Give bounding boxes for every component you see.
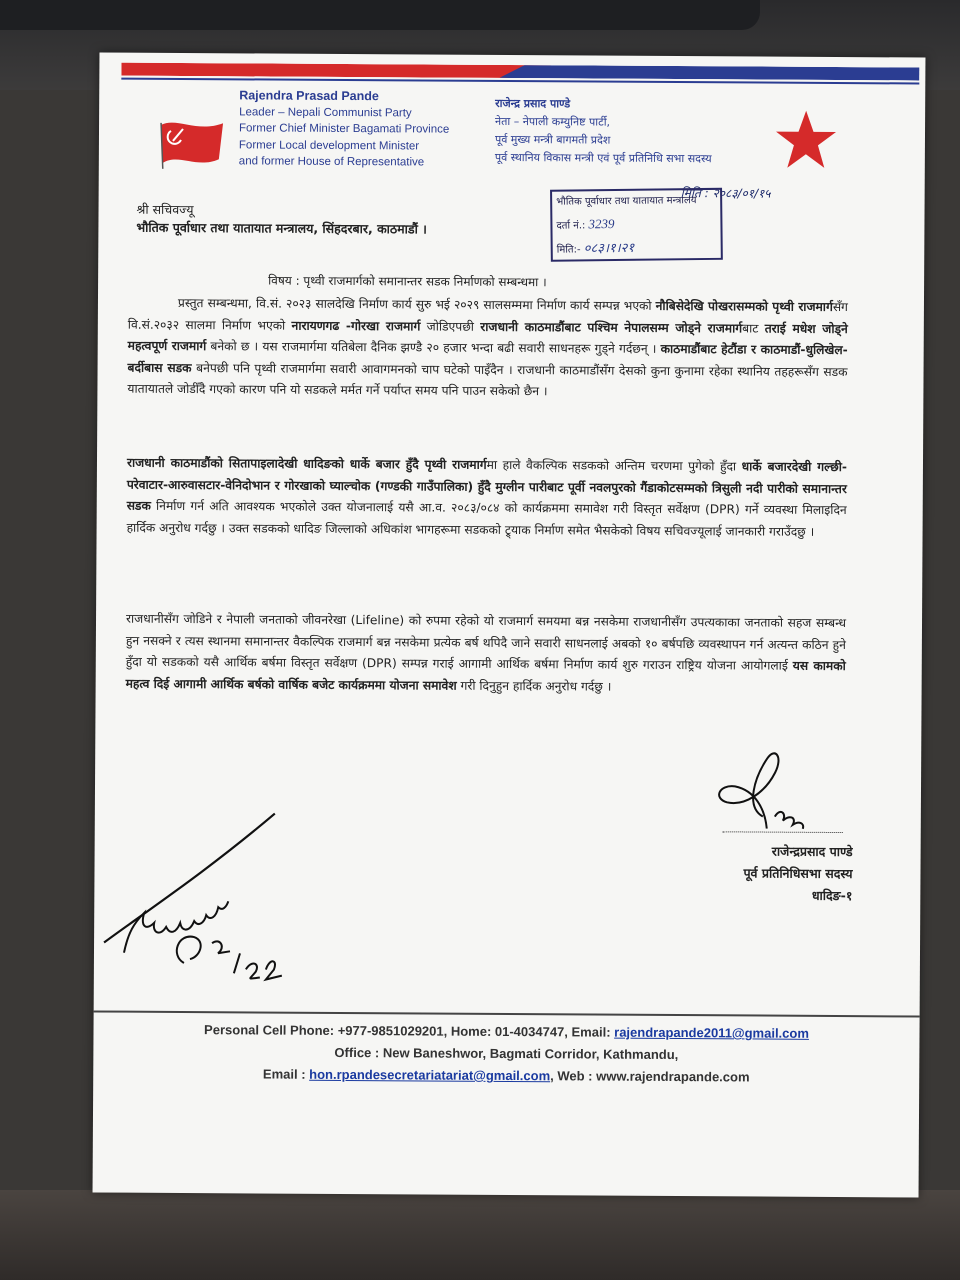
signature-block [684, 840, 852, 907]
text-run: प्रस्तुत सम्बन्धमा, वि.सं. २०२३ सालदेखि निर्माण कार्य सुरु भई २०२९ सालसम्ममा निर्माण कार्य सम्पन्न भएको [177, 295, 656, 313]
stamp-miti-value: ०८३।१।२१ [583, 239, 635, 256]
stamp-darta-label: दर्ता नं.: [556, 220, 586, 232]
addressee-line: श्री सचिवज्यू [136, 201, 194, 218]
letterhead-line-en: Former Local development Minister [238, 138, 420, 152]
letterhead-english [239, 87, 499, 171]
text-run-bold: तराई मधेश जोड्ने महत्वपूर्ण राजमार्ग [127, 321, 848, 354]
text-run-bold: यस कामको महत्व दिई आगामी आर्थिक बर्षको वार्षिक बजेट कार्यक्रममा योजना समावेश [125, 658, 846, 693]
text-run: जोडिएपछी [420, 318, 481, 334]
letter-footer [93, 1018, 919, 1089]
footer-divider [94, 1010, 920, 1017]
footer-office: Office : New Baneshwor, Bagmati Corridor, Kathmandu, [334, 1044, 679, 1063]
footer-contact: Personal Cell Phone: +977-9851029201, Home: 01-4034747, Email: [204, 1022, 615, 1040]
header-band-red [121, 63, 551, 79]
text-run-bold: काठमाडौंबाट हेटौंडा र काठमाडौं-धुलिखेल-बर्दीबास सडक [127, 341, 848, 375]
paragraph-2 [127, 453, 848, 543]
letterhead-line-en: Former Chief Minister Bagamati Province [238, 122, 450, 136]
text-run-bold: नारायणगढ -गोरखा राजमार्ग [291, 318, 421, 333]
stamp-office: भौतिक पूर्वाधार तथा यातायात मन्त्रालय [556, 195, 697, 208]
keyboard-edge [0, 0, 760, 30]
party-flag-icon [157, 119, 227, 169]
text-run: निर्माण गर्न अति आवश्यक भएकोले उक्त योजनालाई यसै आ.व. २०८३/०८४ को कार्यक्रममा समावेश गरी विस्तृत सर्वेक्षण (DPR) गर्ने व्यवस्था मिलाइदिन हार्दिक अनुरोध गर्दछु । उक्त सडकको धादिङ जिल्लाको अधिकांश भागहरूमा सडकको ट्र्याक निर्माण समेत भैसकेको विषय सचिवज्यूलाई जानकारी गराउँदछु । [126, 498, 847, 539]
letter-page [93, 52, 926, 1197]
footer-email-label: Email : [262, 1066, 310, 1082]
letterhead-line-np: पूर्व मुख्य मन्त्री बागमती प्रदेश [494, 132, 611, 147]
footer-web: , Web : www.rajendrapande.com [550, 1068, 750, 1085]
subject-line: विषय : पृथ्वी राजमार्गको समानान्तर सडक निर्माणको सम्बन्धमा । [268, 273, 547, 290]
signatory-title: पूर्व प्रतिनिधिसभा सदस्य [743, 865, 853, 882]
addressee [136, 201, 427, 239]
text-run-bold: राजधानी काठमाडौंको सितापाइलादेखी धादिङको धार्के बजार हुँदै पृथ्वी राजमार्ग [126, 455, 487, 472]
text-run: सँग वि.सं.२०३२ सालमा निर्माण भएको [127, 299, 848, 333]
registration-stamp [550, 188, 723, 262]
handwritten-note [84, 792, 315, 983]
letterhead-line-np: नेता – नेपाली कम्युनिष्ट पार्टी, [495, 114, 611, 129]
footer-secretariat-email-link[interactable]: hon.rpandesecretariatariat@gmail.com [309, 1066, 551, 1084]
letterhead-line-en: and former House of Representative [238, 155, 425, 169]
signatory-name: राजेन्द्रप्रसाद पाण्डे [771, 843, 853, 860]
paragraph-3 [126, 609, 847, 699]
signature-mark [705, 746, 836, 837]
letterhead-line-np: पूर्व स्थानिय विकास मन्त्री एवं पूर्व प्रतिनिधि सभा सदस्य [494, 150, 712, 166]
letterhead-line-en: Leader – Nepali Communist Party [239, 105, 412, 119]
text-run: बनेको छ । यस राजमार्गमा यतिबेला दैनिक झण्डै २० हजार भन्दा बढी सवारी साधनहरू गुड्ने गर्दछन् । [206, 339, 661, 356]
signatory-district: धादिङ-१ [811, 887, 853, 904]
footer-email-link[interactable]: rajendrapande2011@gmail.com [614, 1024, 809, 1041]
text-run-bold: नौबिसेदेखि पोखरासम्मको पृथ्वी राजमार्ग [655, 298, 833, 314]
text-run: बनेपछी पनि पृथ्वी राजमार्गमा सवारी आवागमनको चाप घटेको पाइँदैन । राजधानी काठमाडौंसँग देसको कुना कुनामा रहेका स्थानिय तहहरूसँग सडक यातायातले जोडीँदै गएको कारण पनि यो सडकले मर्मत गर्ने पर्याप्त समय पनि पाउन सकेको छैन । [127, 360, 848, 399]
stamp-darta-value: 3239 [588, 216, 615, 232]
text-run: राजधानीसँग जोडिने र नेपाली जनताको जीवनरेखा (Lifeline) को रुपमा रहेको यो राजमार्ग समयमा बन्न नसकेमा राजधानीसँग उपत्यकाका जनताको सहज सम्बन्ध हुन नसक्ने र त्यस स्थानमा समानान्तर वैकल्पिक राजमार्ग बन्न नसकेमा प्रत्येक बर्ष थपिदै जाने सवारी साधनलाई अबको १० बर्षपछि व्यवस्थापन गर्न अत्यन्त कठिन हुने हुँदा यो सडकको यसै आर्थिक बर्षमा विस्तृत सर्वेक्षण (DPR) सम्पन्न गराई आगामी आर्थिक बर्षमा निर्माण कार्य शुरु गराउन राष्ट्रिय योजना आयोगलाई [125, 611, 847, 673]
desk-background-bottom [0, 1190, 960, 1280]
header-band-blue [499, 65, 919, 81]
text-run-bold: धार्के बजारदेखी गल्छी-परेवाटार-आरुवासटार-वेनिदोभान र गोरखाको घ्याल्चोक (गण्डकी गाउँपालिका) हुँदै मुग्लीन पारीबाट पूर्वी नवलपुरको गैंडाकोटसम्मको त्रिसुली नदी पारीको समानान्तर सडक [126, 459, 848, 513]
text-run: गरी दिनुहुन हार्दिक अनुरोध गर्दछु । [456, 678, 612, 694]
addressee-office: भौतिक पूर्वाधार तथा यातायात मन्त्रालय, सिंहदरबार, काठमाडौं । [136, 219, 427, 237]
text-run: मा हाले वैकल्पिक सडकको अन्तिम चरणमा पुगेको हुँदा [486, 457, 742, 474]
letterhead-name-np: राजेन्द्र प्रसाद पाण्डे [495, 96, 571, 111]
letterhead-nepali [495, 95, 795, 169]
text-run: बाट [742, 320, 765, 336]
stamp-miti-label: मिति:- [556, 244, 581, 256]
letterhead-name-en: Rajendra Prasad Pande [239, 88, 379, 104]
letter-date: मिति : २०८३/०१/१५ [680, 186, 771, 201]
text-run-bold: राजधानी काठमाडौंबाट पश्चिम नेपालसम्म जोड्ने राजमार्ग [480, 319, 743, 335]
paragraph-1 [127, 293, 848, 405]
